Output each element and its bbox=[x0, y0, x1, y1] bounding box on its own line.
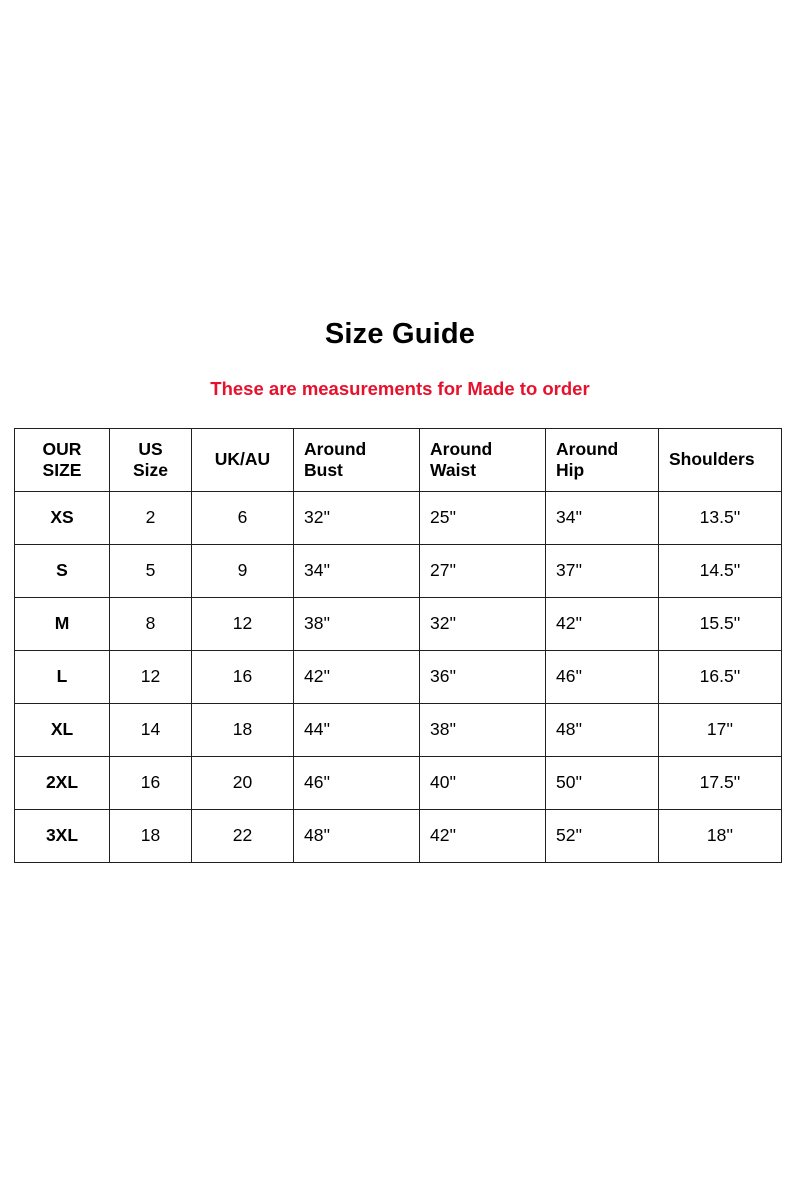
cell-bust: 44'' bbox=[294, 704, 420, 757]
column-header-around-bust bbox=[294, 429, 420, 492]
cell-bust: 42'' bbox=[294, 651, 420, 704]
table-row bbox=[15, 545, 782, 598]
column-header-our-size bbox=[15, 429, 110, 492]
cell-hip: 34'' bbox=[546, 492, 659, 545]
cell-shoulders: 18'' bbox=[659, 810, 782, 863]
cell-shoulders: 17.5'' bbox=[659, 757, 782, 810]
column-header-us-size bbox=[110, 429, 192, 492]
size-table-container bbox=[14, 428, 781, 863]
table-row bbox=[15, 492, 782, 545]
table-row bbox=[15, 704, 782, 757]
column-header-around-waist bbox=[420, 429, 546, 492]
cell-shoulders: 16.5'' bbox=[659, 651, 782, 704]
cell-waist: 25'' bbox=[420, 492, 546, 545]
cell-hip: 50'' bbox=[546, 757, 659, 810]
cell-our-size: L bbox=[15, 651, 110, 704]
cell-uk-au: 22 bbox=[192, 810, 294, 863]
cell-us-size: 14 bbox=[110, 704, 192, 757]
column-header-uk-au-line1: UK/AU bbox=[214, 449, 271, 470]
size-guide-table bbox=[14, 428, 782, 863]
cell-waist: 42'' bbox=[420, 810, 546, 863]
cell-waist: 40'' bbox=[420, 757, 546, 810]
cell-our-size: M bbox=[15, 598, 110, 651]
cell-us-size: 16 bbox=[110, 757, 192, 810]
cell-waist: 36'' bbox=[420, 651, 546, 704]
cell-uk-au: 18 bbox=[192, 704, 294, 757]
cell-us-size: 2 bbox=[110, 492, 192, 545]
column-header-our-size-line1: OUR bbox=[42, 438, 82, 459]
cell-bust: 38'' bbox=[294, 598, 420, 651]
cell-us-size: 12 bbox=[110, 651, 192, 704]
column-header-around-hip bbox=[546, 429, 659, 492]
table-row bbox=[15, 810, 782, 863]
cell-hip: 37'' bbox=[546, 545, 659, 598]
table-row bbox=[15, 598, 782, 651]
cell-our-size: 3XL bbox=[15, 810, 110, 863]
column-header-uk-au bbox=[192, 429, 294, 492]
cell-shoulders: 14.5'' bbox=[659, 545, 782, 598]
cell-hip: 48'' bbox=[546, 704, 659, 757]
cell-bust: 32'' bbox=[294, 492, 420, 545]
table-row bbox=[15, 651, 782, 704]
column-header-around-hip-line2: Hip bbox=[556, 460, 585, 480]
column-header-around-bust-line1: Around bbox=[304, 438, 367, 459]
cell-waist: 27'' bbox=[420, 545, 546, 598]
column-header-us-size-line1: US bbox=[138, 438, 163, 459]
cell-waist: 38'' bbox=[420, 704, 546, 757]
cell-us-size: 5 bbox=[110, 545, 192, 598]
column-header-us-size-line2: Size bbox=[132, 460, 169, 480]
cell-uk-au: 20 bbox=[192, 757, 294, 810]
cell-hip: 42'' bbox=[546, 598, 659, 651]
cell-bust: 48'' bbox=[294, 810, 420, 863]
table-header-row bbox=[15, 429, 782, 492]
cell-shoulders: 17'' bbox=[659, 704, 782, 757]
column-header-around-hip-line1: Around bbox=[556, 438, 619, 459]
page-subtitle: These are measurements for Made to order bbox=[210, 378, 590, 399]
column-header-around-waist-line2: Waist bbox=[430, 460, 477, 480]
cell-us-size: 8 bbox=[110, 598, 192, 651]
cell-hip: 46'' bbox=[546, 651, 659, 704]
table-body bbox=[15, 492, 782, 863]
column-header-shoulders bbox=[659, 429, 782, 492]
table-row bbox=[15, 757, 782, 810]
cell-us-size: 18 bbox=[110, 810, 192, 863]
cell-uk-au: 9 bbox=[192, 545, 294, 598]
cell-bust: 34'' bbox=[294, 545, 420, 598]
cell-waist: 32'' bbox=[420, 598, 546, 651]
cell-uk-au: 16 bbox=[192, 651, 294, 704]
cell-uk-au: 12 bbox=[192, 598, 294, 651]
column-header-our-size-line2: SIZE bbox=[42, 460, 82, 480]
cell-bust: 46'' bbox=[294, 757, 420, 810]
table-header bbox=[15, 429, 782, 492]
cell-shoulders: 15.5'' bbox=[659, 598, 782, 651]
cell-our-size: XS bbox=[15, 492, 110, 545]
cell-our-size: S bbox=[15, 545, 110, 598]
column-header-around-bust-line2: Bust bbox=[304, 460, 343, 480]
cell-our-size: 2XL bbox=[15, 757, 110, 810]
cell-uk-au: 6 bbox=[192, 492, 294, 545]
column-header-around-waist-line1: Around bbox=[430, 438, 493, 459]
cell-shoulders: 13.5'' bbox=[659, 492, 782, 545]
cell-our-size: XL bbox=[15, 704, 110, 757]
cell-hip: 52'' bbox=[546, 810, 659, 863]
column-header-shoulders-line1: Shoulders bbox=[669, 449, 755, 470]
page-title: Size Guide bbox=[324, 318, 476, 350]
